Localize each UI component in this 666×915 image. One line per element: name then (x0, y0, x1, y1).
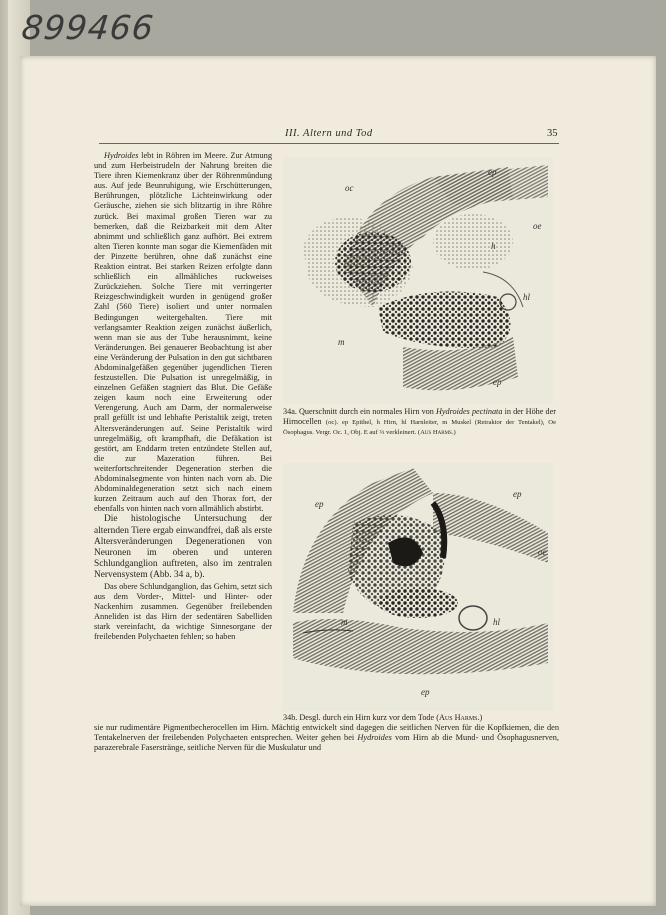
text-run: 34a. Querschnitt durch ein normales Hirn von (283, 407, 436, 416)
label-m: m (338, 337, 345, 347)
text-run: sie nur rudimentäre Pigmentbecherocellen im Hirn. Mächtig entwickelt sind dagegen die seitlichen Nerven für die Kopfkiemen, die den Tentakelnerven der freilebenden Polychaeten entsprechen. Weiter gehen bei (94, 723, 559, 743)
text-run: vom Hirn ab die Mund- und Ösophagusnerven, parazerebrale Faserstränge, seitliche Nerven für die Muskulatur und (94, 733, 559, 753)
label-oe: oe (533, 221, 542, 231)
left-text-column (94, 151, 272, 642)
running-header (0, 128, 666, 144)
label-m: m (341, 617, 348, 627)
paragraph (94, 582, 272, 643)
page-number: 35 (547, 128, 558, 139)
text-run: (oc). ep Epithel, h Hirn, hl Harnleiter, m Muskel (Retraktor der Tentakel), Oe Ösophagus. Vergr. Oc. 1, Obj. E auf ⅔ verkleinert. (283, 418, 556, 437)
label-ep-right: ep (513, 489, 522, 499)
header-rule (99, 143, 559, 144)
text-run: Die histologische Untersuchung der alternden Tiere ergab einwandfrei, daß als erste Altersveränderungen Degenerationen von Neuronen im oberen und unteren Schlundganglion auftreten, also im zentralen Nervensystem (Abb. 34 a, b). (94, 514, 272, 581)
italic-run: Hydroides pectinata (436, 407, 503, 416)
full-width-continuation-text (94, 723, 559, 753)
smallcaps-run: (Aus Harms.) (436, 713, 483, 722)
figure-34a-micrograph (283, 157, 553, 404)
paragraph (94, 151, 272, 514)
italic-run: Hydroides (104, 151, 139, 160)
figure-34b-caption (283, 713, 556, 723)
smallcaps-run: (Aus Harms.) (417, 429, 456, 437)
label-ep-top: ep (488, 167, 497, 177)
label-hl: hl (493, 617, 501, 627)
label-ep-bottom: ep (421, 687, 430, 697)
label-hl: hl (523, 292, 531, 302)
label-ep-bottom: ep (493, 377, 502, 387)
label-h: h (491, 241, 496, 251)
paragraph (94, 723, 559, 753)
chapter-title: III. Altern und Tod (285, 128, 373, 139)
figure-34b-micrograph (283, 463, 553, 711)
text-run: Das obere Schlundganglion, das Gehirn, setzt sich aus dem Vorder-, Mittel- und Hinter- oder Nackenhirn zusammen. Gegenüber freilebenden Anneliden ist das Hirn der sedentären Sabelliden stark vereinfacht, da wichtige Sinnesorgane der freilebenden Polychaeten fehlen; so haben (94, 581, 272, 642)
paragraph (94, 514, 272, 581)
text-run: lebt in Röhren im Meere. Zur Atmung und zum Herbeistrudeln der Nahrung breiten die Tiere ihren Kiemenkranz über der Röhrenmündung aus. Auf jede Beunruhigung, wie Erschütterungen, Berührungen, plötzliche Lichteinwirkung oder Geräusche, ziehen sie sich blitzartig in ihre Röhre zurück. Bei maximal großen Tieren war zu bemerken, daß die Reizbarkeit mit dem Alter abnimmt und schließlich ganz aufhört. Bei extrem alten Tieren konnte man sogar die Kiemenfäden mit der Pinzette berühren, ohne daß zunächst eine Reaktion eintrat. Bei starken Reizen erfolgte dann schließlich ein allmähliches ruckweises Zurückziehen. Solche Tiere mit verringerter Reizgeschwindigkeit wurden in genügend großer Zahl (560 Tiere) isoliert und unter normalen Bedingungen weitergehalten. Tiere mit verlangsamter Reaktion zeigen zunächst äußerlich, wenn man sie aus der Tube herausnimmt, keine Veränderungen. Bei genauerer Beobachtung ist aber eine Veränderung der Pulsation in den gut sichtbaren Abdominalgefäßen gegenüber jugendlichen Tieren festzustellen. Die Pulsation ist unregelmäßig, in einzelnen Gefäßen stagniert das Blut. Die Gefäße zeigen kaum noch eine Erweiterung oder Verengerung. Auch am Darm, der normalerweise prall gefüllt ist und lebhafte Peristaltik zeigt, treten Altersveränderungen auf. Seine Peristaltik wird unregelmäßig, oft krampfhaft, die Defäkation ist gestört, am Enddarm treten entzündete Stellen auf, die zur Mazeration führen. Bei weiterfortschreitender Degeneration sterben die Abdominalsegmente von hinten nach vorn ab. Die Abdominaldegeneration setzt sich nach einem kurzen Zeitraum auch auf den Thorax fort, der ebenfalls von hinten nach vorn allmählich abstirbt. (94, 151, 272, 514)
text-run: in der Höhe der Hirnocellen (283, 407, 556, 426)
label-oe: oe (538, 547, 547, 557)
figure-34a-caption (283, 407, 556, 438)
handwritten-inventory-number: 899466 (19, 8, 157, 47)
label-ep-left: ep (315, 499, 324, 509)
italic-run: Hydroides (357, 733, 392, 743)
label-oc: oc (345, 183, 354, 193)
text-run: 34b. Desgl. durch ein Hirn kurz vor dem Tode (283, 713, 437, 722)
